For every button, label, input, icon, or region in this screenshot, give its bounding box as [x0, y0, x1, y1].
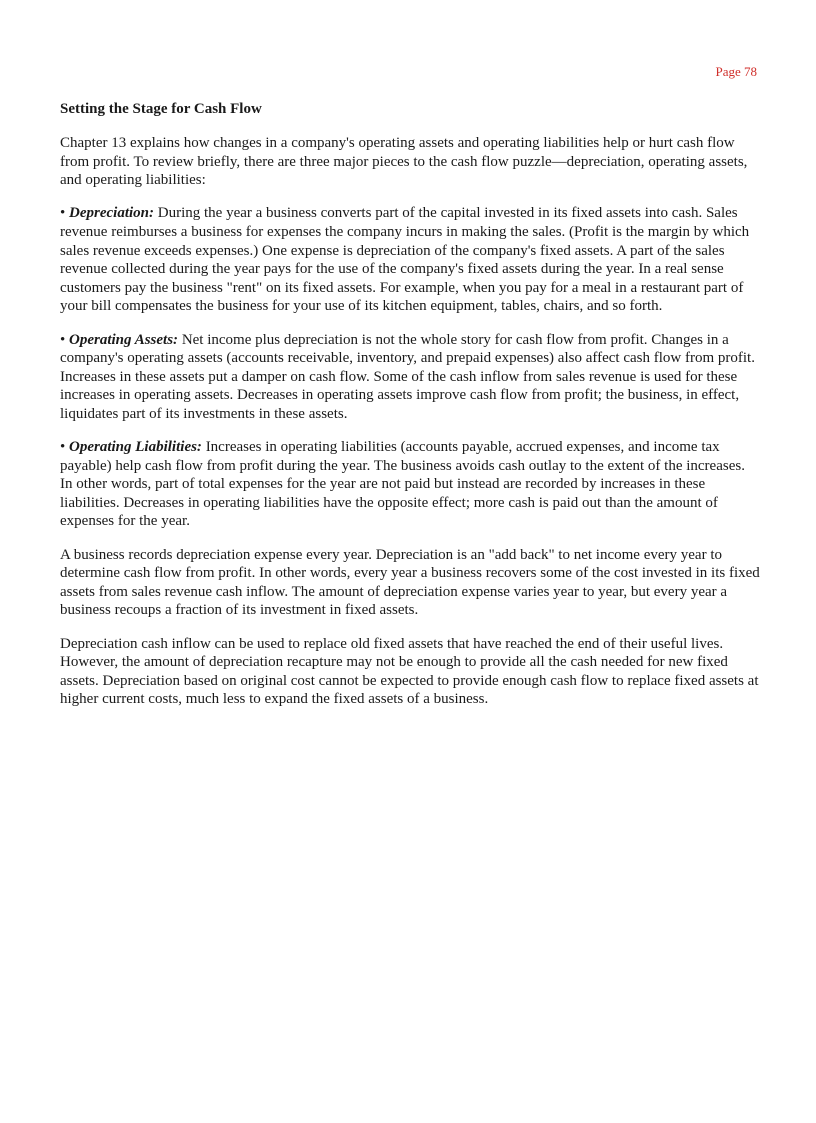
body-text — [60, 134, 760, 724]
add-back-paragraph: A business records depreciation expense every year. Depreciation is an "add back" to net income every year to determine cash flow from profit. In other words, every year a business recovers some of the cost invested in its fixed assets from sales revenue cash inflow. The amount of depreciation expense varies year to year, but every year a business recoups a fraction of its investment in fixed assets. — [60, 546, 760, 619]
depreciation-text: During the year a business converts part of the capital invested in its fixed assets into cash. Sales revenue reimburses a business for expenses the company incurs in making the sales. (Profit is the margin by which sales revenue exceeds expenses.) One expense is depreciation of the company's fixed assets. A part of the sales revenue collected during the year pays for the use of the company's fixed assets during the year. In a real sense customers pay the business "rent" on its fixed assets. For example, when you pay for a meal in a restaurant part of your bill compensates the business for your use of its kitchen equipment, tables, chairs, and so forth. — [60, 205, 750, 315]
operating-assets-term: Operating Assets: — [69, 331, 179, 348]
recapture-paragraph: Depreciation cash inflow can be used to replace old fixed assets that have reached the end of their useful lives. However, the amount of depreciation recapture may not be enough to provide all the cash needed for new fixed assets. Depreciation based on original cost cannot be expected to provide enough cash flow to replace fixed assets at higher current costs, much less to expand the fixed assets of a business. — [60, 635, 759, 708]
section-title: Setting the Stage for Cash Flow — [60, 101, 262, 117]
depreciation-paragraph — [60, 204, 760, 316]
operating-liabilities-paragraph — [60, 438, 760, 531]
operating-liabilities-text: Increases in operating liabilities (accounts payable, accrued expenses, and income tax payable) help cash flow from profit during the year. The business avoids cash outlay to the extent of the increases. In other words, part of total expenses for the year are not paid but instead are recorded by increases in these liabilities. Decreases in operating liabilities have the opposite effect; more cash is paid out than the amount of expenses for the year. — [60, 439, 745, 530]
operating-assets-paragraph — [60, 331, 760, 424]
operating-liabilities-term: Operating Liabilities: — [69, 439, 202, 456]
page-number: Page 78 — [715, 64, 757, 79]
depreciation-term: Depreciation: — [69, 205, 154, 222]
intro-paragraph: Chapter 13 explains how changes in a company's operating assets and operating liabilities help or hurt cash flow from profit. To review briefly, there are three major pieces to the cash flow puzzle—depreciation, operating assets, and operating liabilities: — [60, 135, 748, 189]
bullet: • — [60, 439, 66, 456]
operating-assets-text: Net income plus depreciation is not the whole story for cash flow from profit. Changes in a company's operating assets (accounts receivable, inventory, and prepaid expenses) also affect cash flow from profit. Increases in these assets put a damper on cash flow. Some of the cash inflow from sales revenue is used for these increases in operating assets. Decreases in operating assets improve cash flow from profit; the business, in effect, liquidates part of its investments in these assets. — [60, 331, 755, 422]
bullet: • — [60, 331, 66, 348]
bullet: • — [60, 205, 66, 222]
